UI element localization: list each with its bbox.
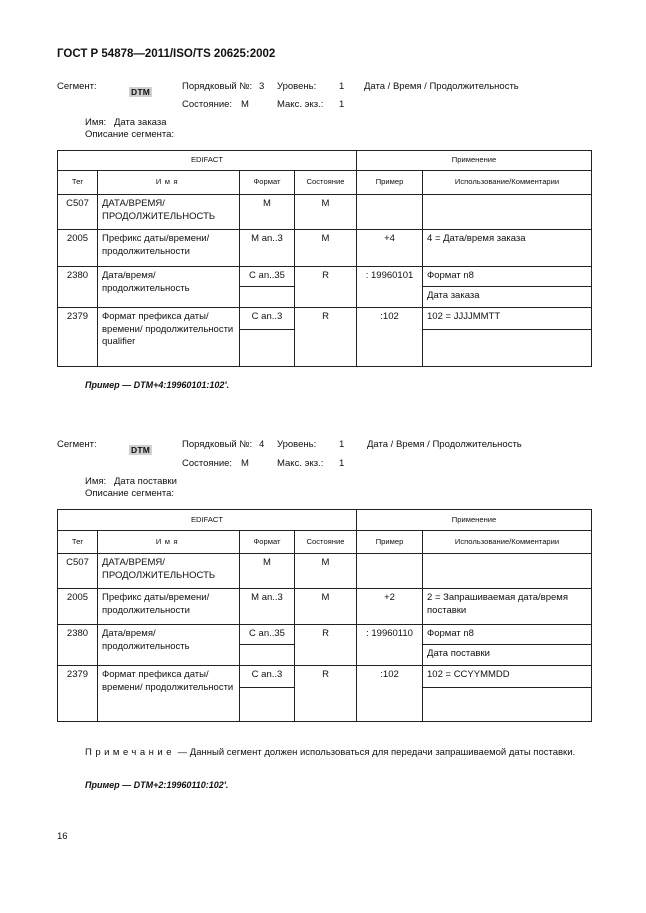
name-value: Дата заказа [114, 117, 167, 128]
table-row [58, 308, 592, 330]
row-tag: 2005 [58, 589, 98, 625]
row-usage-secondary [423, 688, 592, 722]
row-format: M [240, 554, 295, 589]
segment-title: Дата / Время / Продолжительность [364, 81, 519, 92]
max-label: Макс. экз.: [277, 458, 324, 469]
row-example [357, 195, 423, 230]
row-name: Префикс даты/времени/ продолжительности [98, 230, 240, 267]
row-usage [423, 195, 592, 230]
row-usage [423, 554, 592, 589]
row-name: ДАТА/ВРЕМЯ/ ПРОДОЛЖИТЕЛЬНОСТЬ [98, 554, 240, 589]
application-header: Применение [357, 151, 592, 171]
document-header: ГОСТ Р 54878—2011/ISO/TS 20625:2002 [57, 48, 276, 60]
application-header: Применение [357, 510, 592, 531]
col-tag-header: Тег [58, 531, 98, 554]
row-example: +4 [357, 230, 423, 267]
row-format: C an..3 [240, 666, 295, 688]
level-label: Уровень: [277, 439, 317, 450]
row-usage: Формат n8 [423, 625, 592, 645]
table-row [58, 666, 592, 688]
name-label: Имя: [85, 476, 107, 487]
status-value: M [241, 99, 249, 110]
description-label: Описание сегмента: [85, 129, 175, 140]
note-paragraph [57, 745, 591, 761]
max-label: Макс. экз.: [277, 99, 324, 110]
ordinal-value: 3 [259, 81, 265, 92]
row-name: Формат префикса даты/времени/ продолжительности qualifier [98, 308, 240, 367]
col-status-header: Состояние [295, 531, 357, 554]
row-usage-secondary [423, 330, 592, 367]
table-row [58, 589, 592, 625]
row-tag: 2005 [58, 230, 98, 267]
row-usage: Формат n8 [423, 267, 592, 287]
row-tag: 2379 [58, 666, 98, 722]
level-value: 1 [339, 81, 345, 92]
description-label: Описание сегмента: [85, 488, 175, 499]
status-label: Состояние: [182, 458, 233, 469]
edifact-header: EDIFACT [58, 151, 357, 171]
row-status: M [295, 554, 357, 589]
row-tag: C507 [58, 195, 98, 230]
row-format: C an..35 [240, 625, 295, 645]
row-status: M [295, 589, 357, 625]
segment-label: Сегмент: [57, 439, 97, 450]
row-format: C an..3 [240, 308, 295, 330]
row-example: +2 [357, 589, 423, 625]
col-tag-header: Тег [58, 171, 98, 195]
col-example-header: Пример [357, 531, 423, 554]
row-example: : 19960110 [357, 625, 423, 666]
ordinal-label: Порядковый №: [182, 81, 253, 92]
row-format-empty [240, 330, 295, 367]
row-usage: 4 = Дата/время заказа [423, 230, 592, 267]
segment-table [57, 150, 592, 367]
row-usage: 102 = JJJJMMTT [423, 308, 592, 330]
row-usage: 2 = Запрашиваемая дата/время поставки [423, 589, 592, 625]
row-example: :102 [357, 666, 423, 722]
row-example: : 19960101 [357, 267, 423, 308]
edifact-header: EDIFACT [58, 510, 357, 531]
row-name: Дата/время/ продолжительность [98, 267, 240, 308]
note-text: — Данный сегмент должен использоваться для передачи запрашиваемой даты поставки. [175, 747, 576, 758]
note-lead: Примечание [85, 747, 175, 758]
col-name-header: Имя [98, 531, 240, 554]
segment-table [57, 509, 592, 722]
col-format-header: Формат [240, 531, 295, 554]
level-label: Уровень: [277, 81, 317, 92]
row-usage: 102 = CCYYMMDD [423, 666, 592, 688]
row-status: R [295, 625, 357, 666]
col-status-header: Состояние [295, 171, 357, 195]
row-usage-secondary: Дата поставки [423, 645, 592, 666]
name-value: Дата поставки [114, 476, 177, 487]
row-tag: 2380 [58, 267, 98, 308]
row-format-empty [240, 645, 295, 666]
row-example [357, 554, 423, 589]
row-name: ДАТА/ВРЕМЯ/ ПРОДОЛЖИТЕЛЬНОСТЬ [98, 195, 240, 230]
col-format-header: Формат [240, 171, 295, 195]
table-row [58, 625, 592, 645]
row-usage-secondary: Дата заказа [423, 287, 592, 308]
row-tag: 2379 [58, 308, 98, 367]
row-status: R [295, 267, 357, 308]
row-format: M an..3 [240, 230, 295, 267]
level-value: 1 [339, 439, 345, 450]
table-row [58, 230, 592, 267]
status-value: M [241, 458, 249, 469]
row-status: M [295, 230, 357, 267]
row-format-empty [240, 287, 295, 308]
col-example-header: Пример [357, 171, 423, 195]
row-format-empty [240, 688, 295, 722]
row-name: Дата/время/ продолжительность [98, 625, 240, 666]
table-row [58, 267, 592, 287]
row-tag: C507 [58, 554, 98, 589]
row-format: M [240, 195, 295, 230]
col-usage-header: Использование/Комментарии [423, 171, 592, 195]
row-status: R [295, 308, 357, 367]
row-status: M [295, 195, 357, 230]
ordinal-label: Порядковый №: [182, 439, 253, 450]
segment-example: Пример — DTM+4:19960101:102'. [85, 380, 230, 390]
max-value: 1 [339, 99, 345, 110]
name-label: Имя: [85, 117, 107, 128]
row-example: :102 [357, 308, 423, 367]
row-format: M an..3 [240, 589, 295, 625]
max-value: 1 [339, 458, 345, 469]
segment-example: Пример — DTM+2:19960110:102'. [85, 780, 229, 790]
row-name: Префикс даты/времени/ продолжительности [98, 589, 240, 625]
segment-code-badge: DTM [131, 445, 151, 455]
ordinal-value: 4 [259, 439, 265, 450]
col-usage-header: Использование/Комментарии [423, 531, 592, 554]
col-name-header: Имя [98, 171, 240, 195]
row-name: Формат префикса даты/времени/ продолжительности [98, 666, 240, 722]
segment-label: Сегмент: [57, 81, 97, 92]
table-row [58, 195, 592, 230]
table-row [58, 554, 592, 589]
status-label: Состояние: [182, 99, 233, 110]
row-tag: 2380 [58, 625, 98, 666]
segment-code-badge: DTM [131, 87, 151, 97]
segment-title: Дата / Время / Продолжительность [367, 439, 522, 450]
page-number: 16 [57, 831, 68, 842]
row-status: R [295, 666, 357, 722]
row-format: C an..35 [240, 267, 295, 287]
